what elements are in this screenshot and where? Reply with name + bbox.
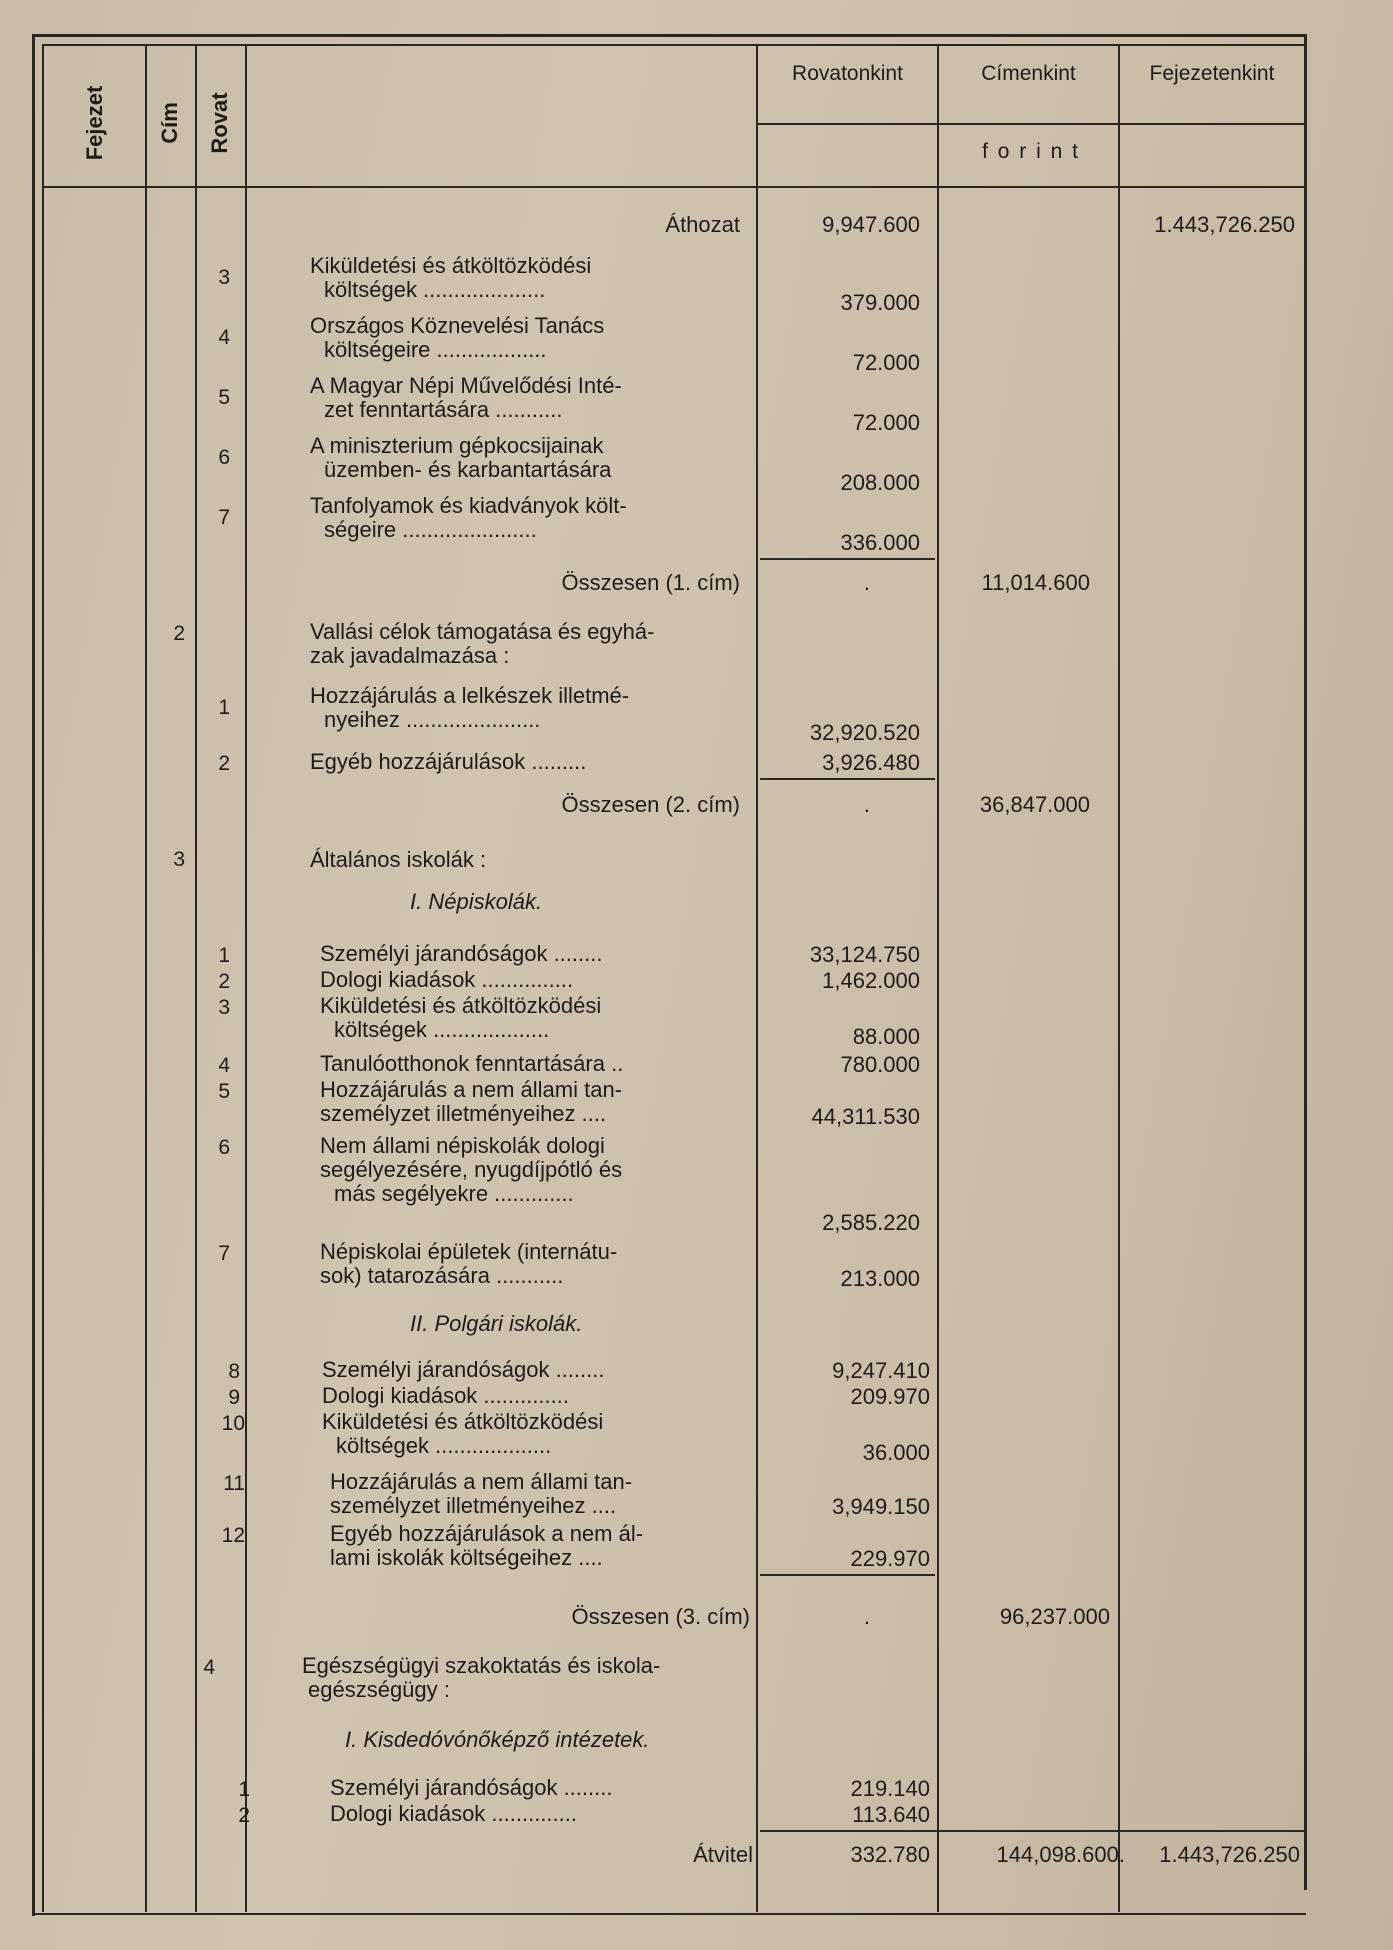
osszesen2-rovat: . [863,792,870,817]
frame-top [32,34,1306,37]
frame-bottom [32,1913,1306,1915]
rovat-num: 3 [218,996,230,1019]
atvitel-rovat: 332.780 [850,1842,930,1867]
rule-rovatonkint-cimenkint [937,44,939,1912]
rovat-num: 1 [238,1778,250,1801]
rovat-num: 2 [238,1804,250,1827]
subtotal-rule [760,558,935,560]
frame-left-inner [42,44,44,1912]
subtotal-rule [760,1574,935,1576]
list-item: Tanulóotthonok fenntartására .. [320,1051,624,1076]
list-item: Egyéb hozzájárulások ......... [310,749,587,774]
subsection-heading: I. Kisdedóvónőképző intézetek. [345,1727,650,1752]
amount: 44,311.530 [811,1104,920,1129]
osszesen2-label: Összesen (2. cím) [561,792,740,817]
osszesen1-rovat: . [863,570,870,595]
osszesen3-cim: 96,237.000 [999,1604,1110,1629]
osszesen1-cim: 11,014.600 [981,570,1090,595]
amount: 3,949.150 [832,1494,930,1519]
rovat-num: 2 [218,752,230,775]
header-fejezetenkint: Fejezetenkint [1149,62,1275,85]
frame-top-inner [42,44,1306,46]
header-cim: Cím [157,102,182,144]
osszesen3-rovat: . [863,1604,870,1629]
atvitel-fejezet: 1.443,726.250 [1159,1842,1300,1867]
list-item: Dologi kiadások ............... [320,967,574,992]
list-item: Népiskolai épületek (internátu- sok) tatarozására ........... [320,1239,618,1288]
list-item: Egyéb hozzájárulások a nem ál- lami iskolák költségeihez .... [330,1521,644,1570]
rule-rovat-text [245,44,247,1912]
rovat-num: 3 [218,266,230,289]
rule-fejezet-cim [145,44,147,1912]
rovat-num: 5 [218,386,230,409]
cim-num: 3 [173,848,185,871]
athozat-label: Áthozat [665,212,740,237]
rule-cim-rovat [195,44,197,1912]
amount: 9,247.410 [832,1358,930,1383]
rovat-num: 8 [228,1360,240,1383]
list-item: Hozzájárulás a nem állami tan- személyzet illetményeihez .... [320,1077,623,1126]
cim-num: 2 [173,622,185,645]
header-rovatonkint: Rovatonkint [792,62,903,85]
list-item: Hozzájárulás a lelkészek illetmé- nyeihez ...................... [310,683,630,732]
cim-num: 4 [203,1656,215,1679]
frame-right [1304,34,1307,1890]
amount: 72.000 [852,350,920,375]
amount: 33,124.750 [809,942,920,967]
list-item: Személyi járandóságok ........ [320,941,603,966]
amount: 1,462.000 [822,968,920,993]
section-heading: Egészségügyi szakoktatás és iskola- egészségügy : [302,1653,661,1702]
amount: 36.000 [862,1440,930,1465]
osszesen2-cim: 36,847.000 [979,792,1090,817]
amount: 3,926.480 [822,750,920,775]
rovat-num: 12 [221,1524,245,1547]
subsection-heading: I. Népiskolák. [410,889,543,914]
amount: 209.970 [850,1384,930,1409]
list-item: Hozzájárulás a nem állami tan- személyzet illetményeihez .... [330,1469,633,1518]
rovat-num: 7 [218,506,230,529]
rovat-num: 1 [218,944,230,967]
amount: 229.970 [850,1546,930,1571]
rule-header-mid [756,123,1306,125]
section-heading: Vallási célok támogatása és egyhá- zak javadalmazása : [310,619,655,668]
amount: 88.000 [852,1024,920,1049]
list-item: Nem állami népiskolák dologi segélyezésére, nyugdíjpótló és más segélyekre ............. [320,1133,623,1206]
amount: 72.000 [852,410,920,435]
rovat-num: 9 [228,1386,240,1409]
rovat-num: 4 [218,326,230,349]
athozat-rovat: 9,947.600 [822,212,920,237]
list-item: Dologi kiadások .............. [322,1383,569,1408]
osszesen1-label: Összesen (1. cím) [561,570,740,595]
rovat-num: 6 [218,446,230,469]
rovat-num: 6 [218,1136,230,1159]
rovat-num: 7 [218,1242,230,1265]
section-heading: Általános iskolák : [310,847,487,872]
list-item: A miniszterium gépkocsijainak üzemben- és karbantartására [310,433,612,482]
header-rovat: Rovat [207,92,232,154]
frame-left [32,34,35,1916]
header-currency: f o r i n t [982,140,1080,163]
list-item: Kiküldetési és átköltözködési költségek .................... [310,253,592,302]
rovat-num: 5 [218,1080,230,1103]
rule-cimenkint-fejezetenkint [1118,44,1120,1912]
rovat-num: 4 [218,1054,230,1077]
subsection-heading: II. Polgári iskolák. [410,1311,583,1336]
amount: 336.000 [840,530,920,555]
list-item: Tanfolyamok és kiadványok költ- ségeire ...................... [310,493,627,542]
amount: 113.640 [852,1802,930,1827]
subtotal-rule [760,778,935,780]
list-item: Kiküldetési és átköltözködési költségek ................... [320,993,602,1042]
rovat-num: 1 [218,696,230,719]
list-item: Országos Köznevelési Tanács költségeire .................. [310,313,605,362]
amount: 379.000 [840,290,920,315]
amount: 780.000 [840,1052,920,1077]
athozat-fejezet: 1.443,726.250 [1154,212,1295,237]
list-item: Személyi járandóságok ........ [330,1775,613,1800]
rovat-num: 11 [223,1472,245,1495]
list-item: A Magyar Népi Művelődési Inté- zet fenntartására ........... [310,373,622,422]
amount: 2,585.220 [822,1210,920,1235]
header-fejezet: Fejezet [82,85,107,161]
list-item: Dologi kiadások .............. [330,1801,577,1826]
amount: 208.000 [840,470,920,495]
rovat-num: 10 [221,1412,245,1435]
amount: 219.140 [850,1776,930,1801]
rovat-num: 2 [218,970,230,993]
atvitel-label: Átvitel [693,1842,753,1867]
header-cimenkint: Címenkint [981,62,1076,85]
atvitel-cim: 144,098.600. [996,1842,1125,1867]
carry-rule [760,1830,1304,1832]
rule-header-bottom [42,186,1306,188]
osszesen3-label: Összesen (3. cím) [571,1604,750,1629]
amount: 32,920.520 [809,720,920,745]
list-item: Kiküldetési és átköltözködési költségek ................... [322,1409,604,1458]
amount: 213.000 [840,1266,920,1291]
list-item: Személyi járandóságok ........ [322,1357,605,1382]
